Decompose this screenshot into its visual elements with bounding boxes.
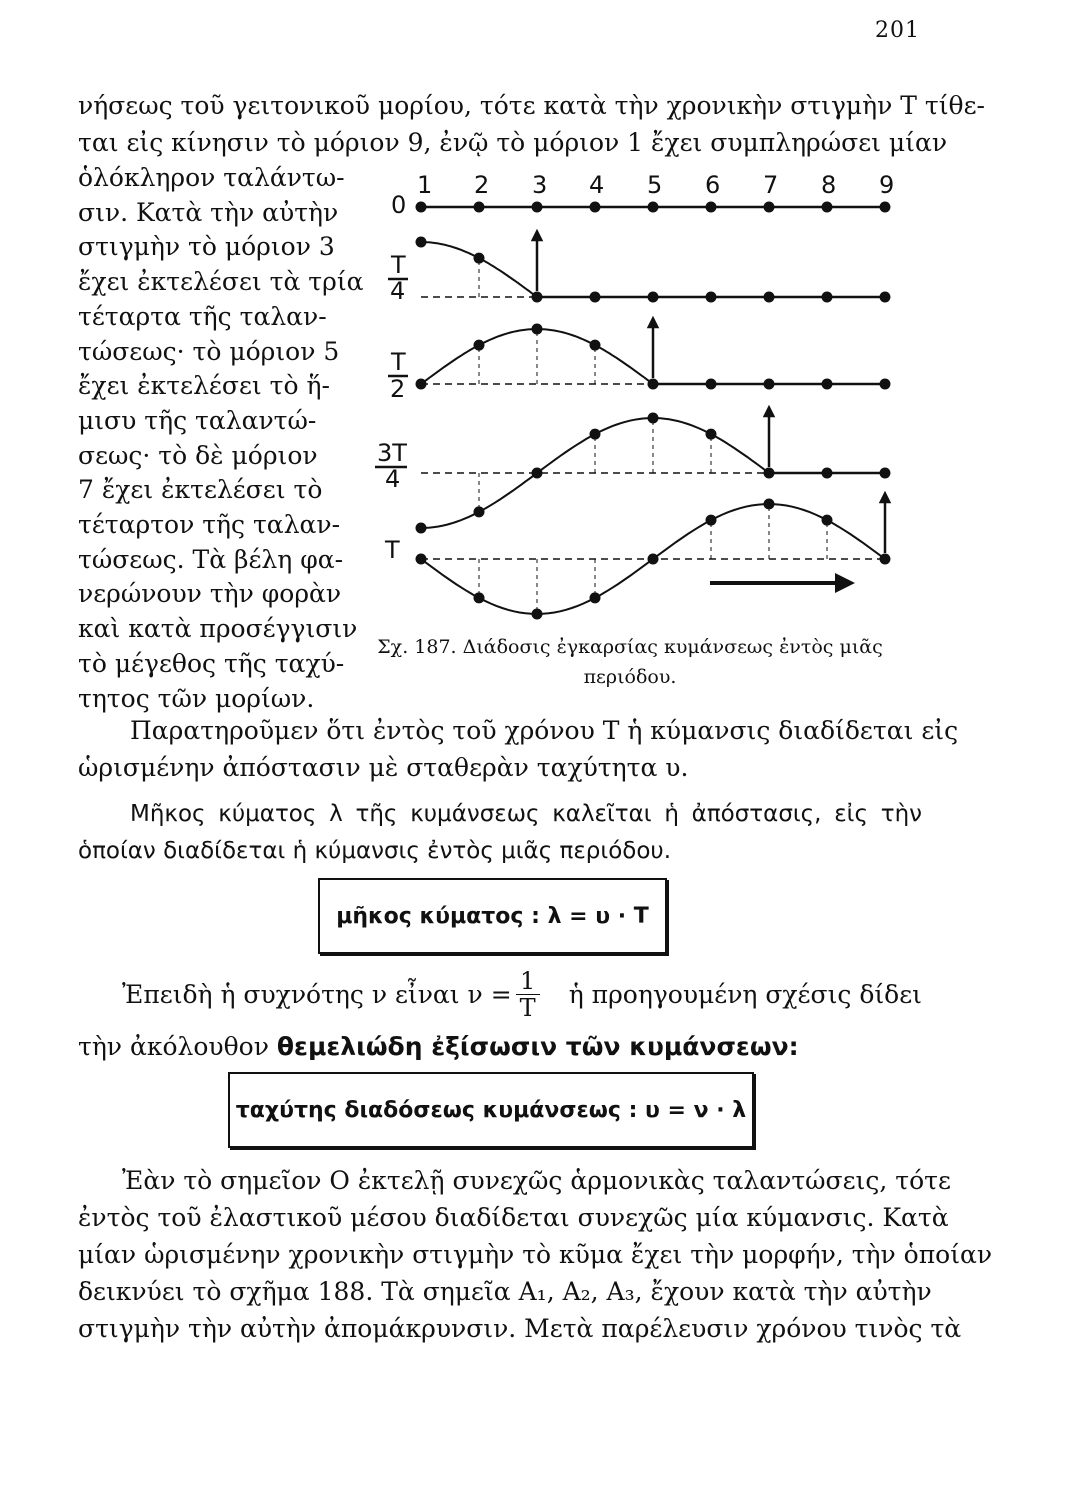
particle-dot [822,515,833,526]
particle-dot [416,237,427,248]
particle-dot [590,340,601,351]
particle-dot [648,292,659,303]
frequency-text-after: ἡ προηγουμένη σχέσις δίδει [568,979,922,1009]
frequency-line [122,968,922,1021]
particle-dot [648,554,659,565]
side-line: μισυ τῆς ταλαντώ- [78,405,317,435]
particle-dot [880,379,891,390]
particle-label-5: 5 [647,171,663,199]
particle-dot [822,202,833,213]
side-line: ἔχει ἐκτελέσει τὸ ἥ- [78,371,330,401]
particle-dot [880,468,891,479]
particle-dot [532,609,543,620]
particle-dot [416,523,427,534]
particle-dot [590,592,601,603]
particle-dot [474,202,485,213]
particle-dot [706,379,717,390]
particle-label-1: 1 [417,171,433,199]
origin-label: 0 [391,191,407,219]
particle-dot [764,202,775,213]
side-line: 7 ἔχει ἐκτελέσει τὸ [78,475,323,505]
particle-dot [764,292,775,303]
particle-label-3: 3 [532,171,548,199]
definition-line: Μῆκος κύματος λ τῆς κυμάνσεως καλεῖται ἡ ἀπόστασις, εἰς τὴν [130,801,922,827]
particle-label-8: 8 [821,171,837,199]
side-line: τώσεως· τὸ μόριον 5 [78,336,340,366]
wavelength-formula: μῆκος κύματος : λ = υ · Τ [336,903,649,929]
time-label-half-num: T [391,348,406,376]
side-line: σεως· τὸ δὲ μόριον [78,440,318,470]
wavelength-formula-box [318,878,667,954]
frequency-fraction [516,968,540,1021]
final-paragraph-line: μίαν ὡρισμένην χρονικὴν στιγμὴν τὸ κῦμα ἔχει τὴν μορφήν, τὴν ὁποίαν [78,1240,993,1269]
time-label-three-quarter-num: 3T [377,439,407,467]
final-paragraph-line: Ἐὰν τὸ σημεῖον Ο ἐκτελῇ συνεχῶς ἁρμονικὰς ταλαντώσεις, τότε [122,1166,951,1195]
side-text [78,161,364,716]
equation-intro-line [78,1029,922,1065]
time-label-full: T [385,536,400,564]
particle-dot [648,379,659,390]
particle-dot [532,324,543,335]
equation-intro-text: τὴν ἀκόλουθον [78,1032,269,1061]
time-label-half-den: 2 [390,375,406,403]
final-paragraph-line: ἐντὸς τοῦ ἐλαστικοῦ μέσου διαδίδεται συνεχῶς μία κύμανσις. Κατὰ [78,1203,949,1232]
intro-line-2: ται εἰς κίνησιν τὸ μόριον 9, ἐνῷ τὸ μόριον 1 ἔχει συμπληρώσει μίαν [78,128,948,157]
particle-dot [474,592,485,603]
particle-dot [764,379,775,390]
particle-dot [532,202,543,213]
particle-dot [648,413,659,424]
particle-dot [880,292,891,303]
side-line: νερώνουν τὴν φορὰν [78,579,342,609]
equation-intro-bold: θεμελιώδη ἐξίσωσιν τῶν κυμάνσεων: [276,1032,799,1061]
side-line: τώσεως. Τὰ βέλη φα- [78,544,344,574]
intro-line-1: νήσεως τοῦ γειτονικοῦ μορίου, τότε κατὰ τὴν χρονικὴν στιγμὴν Τ τίθε- [78,91,985,120]
side-line: στιγμὴν τὸ μόριον 3 [78,232,335,262]
wave-propagation-figure [355,165,915,635]
particle-dot [474,253,485,264]
page-number: 201 [875,18,920,43]
definition-line: ὁποίαν διαδίδεται ἡ κύμανσις ἐντὸς μιᾶς περιόδου. [78,838,672,864]
side-line: ὁλόκληρον ταλάντω- [78,163,345,192]
side-line: ἔχει ἐκτελέσει τὰ τρία [78,267,364,297]
particle-dot [880,202,891,213]
particle-dot [416,554,427,565]
fraction-denominator: Τ [519,994,536,1022]
particle-dot [590,202,601,213]
particle-dot [706,515,717,526]
particle-dot [764,499,775,510]
particle-dot [822,379,833,390]
particle-label-2: 2 [474,171,490,199]
particle-dot [416,379,427,390]
particle-label-9: 9 [879,171,895,199]
particle-dot [474,506,485,517]
figure-caption [340,632,920,692]
particle-label-6: 6 [705,171,721,199]
particle-dot [648,202,659,213]
particle-dot [706,202,717,213]
particle-label-4: 4 [589,171,605,199]
fraction-numerator: 1 [516,968,540,995]
particle-dot [706,429,717,440]
time-label-three-quarter-den: 4 [385,465,401,493]
particle-dot [590,292,601,303]
side-line: τέταρτον τῆς ταλαν- [78,510,341,540]
particle-dot [822,292,833,303]
particle-dot [590,429,601,440]
time-label-quarter-den: 4 [390,277,406,305]
caption-line-2: περιόδου. [583,666,677,688]
side-line: σιν. Κατὰ τὴν αὐτὴν [78,197,339,227]
time-label-quarter-num: T [391,251,406,279]
paragraph-line: Παρατηροῦμεν ὅτι ἐντὸς τοῦ χρόνου Τ ἡ κύμανσις διαδίδεται εἰς [130,716,959,745]
final-paragraph-line: στιγμὴν τὴν αὐτὴν ἀπομάκρυνσιν. Μετὰ παρέλευσιν χρόνου τινὸς τὰ [78,1314,962,1343]
particle-dot [532,468,543,479]
side-line: καὶ κατὰ προσέγγισιν [78,614,358,644]
wave-speed-formula-box [228,1072,754,1148]
side-line: τητος τῶν μορίων. [78,683,315,713]
particle-dot [474,340,485,351]
particle-dot [764,468,775,479]
particle-dot [822,468,833,479]
particle-dot [532,292,543,303]
paragraph-line: ὡρισμένην ἀπόστασιν μὲ σταθερὰν ταχύτητα υ. [78,753,689,782]
particle-dot [706,292,717,303]
side-line: τέταρτα τῆς ταλαν- [78,301,327,331]
caption-line-1: Σχ. 187. Διάδοσις ἐγκαρσίας κυμάνσεως ἐντὸς μιᾶς [377,636,883,658]
side-line: τὸ μέγεθος τῆς ταχύ- [78,648,345,678]
frequency-text: Ἐπειδὴ ἡ συχνότης ν εἶναι ν = [122,979,512,1009]
wave-speed-formula: ταχύτης διαδόσεως κυμάνσεως : υ = ν · λ [235,1097,747,1123]
particle-label-7: 7 [763,171,779,199]
final-paragraph-line: δεικνύει τὸ σχῆμα 188. Τὰ σημεῖα Α₁, Α₂, Α₃, ἔχουν κατὰ τὴν αὐτὴν [78,1277,932,1306]
particle-dot [880,554,891,565]
particle-dot [416,202,427,213]
